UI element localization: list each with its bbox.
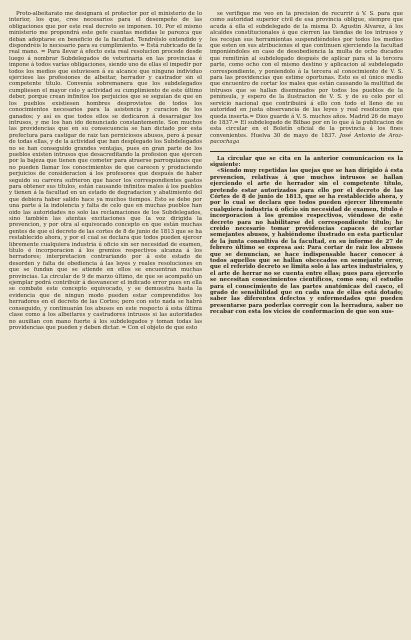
right-paragraph-1-text: se verifique me veo en la precision de recurrir á V. S. para que como autoridad superior civil de esa provincia obligue, siempre que acuda á ella el subdelegado de la misma D. Agustin Alvarez, á los alcaldes constitucionales á que cierren las tiendas de los intrusos y les recojan sus herramientas suspendiéndoles por todos los medios que esten en sus atribuciones el que continuen ejerciendo la facultad imponiéndoles en caso de desobediencia la multa de ocho ducados que remitirán al subdelegado después de aplicar para si la tercera parte, como ocho con el mismo destino y aplicacion al subdelegado correspondiente, y poniendolo á la tercera al conocimiento de V. S. para las providencias que estime oportunas. Esto es el único medio que encuentro de cortar los males que están causando la multitud de intrusos que se hallan diseminados por todos los pueblos de la península, y espero de la ilustracion de V. S. y de su celo por el servicio nacional que contribuirá á ello con todo el lleno de su autoridad en justa observancia de las leyes y real resolucion que queda inserta.= Dios guarde á V. S. muchos años. Madrid 26 de mayo de 1837.= El subdelegado de Bilbao por en lo que á la publicacion de esta circular en el Boletín oficial de la provincia á los fines convenientes. Huelva 30 de mayo de 1837. — [210, 11, 403, 139]
left-paragraph-1: Proto-albeitarato me designará el protector por el ministerio de lo interior, los que, cree necesarios para el desempeño de las obligaciones que por este real decreto se imponen. 10. Por el mismo ministerio me propondrá este gefe cuantas medidas le parezca que deban adoptarse en beneficio de la facultad. Tendréislo entendido y dispondréis lo necesario para su cumplimiento. = Está rubricado de la real mano. = Para llevar á efecto esta real resolucion procede desde luego á nombrar Subdelegados de veterinaria en las provincias é impone á todos varias obligaciones, siendo uno de ellas el impedir por todos los medios que estuviesen á su alcance que ninguno individuo ejerciese las profesiones de albeitar, herrador y castrador sin el competente título. Convenía sobremanera que los subdelegados cumpliesen el mayor celo y actividad su cumplimiento de este último deber, porque crean infinitos los perjuicios que se seguían de que en los pueblos existiesen hombres desprovistos de todos los conocimientos necesarios para la asistencia y curacion de los ganados; y así es que todos ellos se dedicaron á desarraigar los intrusos, y me los han ido denunciado constantemente. Son muchos las providencias que en su consecuencia se han dictado por esta prefectura para castigar de raiz tan perniciosos abusos, pero á pesar de todas ellas, y de la actividad que han desplegado los Subdelegados no se han conseguido grandes ventajas, pues en gran parte de los pueblos existen intrusos que desacreditando la profesion que ejercen por la bajeza que tienen que cometer para atraerse parroquianos que no pueden llamar los conocimientos de que carecen y produciendo perjuicios de consideracion á los profesores que después de haber seguido su carrera sufrieron que hacer los correspondientes gastos para obtener sus títulos, están causando infinitos males á los pueblos y tienen á la facultad en un estado de degradacion y abatimiento del que debiera haber salido hace ya muchos tiempos. Esto se debe por una parte á la indolencia y falta de celo que en muchas pueblos han oido las autoridades no solo las reclamaciones de los Subdelegados, sino también las atentas excitaciones que la voz dirigida la prevencion, y por otra al equivocado concepto en que están muchas gentes de que el decreto de las cortes de 8 de junio de 1813 que se ha restablecido ahora, y por el cual se declara que todos pueden ejercer libremente cualquiera industria ú oficio sin ser necesidad de examen, título é incorporacion á los gremios respectivos alcanza á los herradores; interpretacion contrariando por á este estado de desorden y falta de obediencia á las leyes y reales resoluciones en que se fundan que se atiende en ellos se encuentran muchas provincias. La circular de 9 de marzo último, de que se acompañó un ejemplar podrá contribuir á desvanecer el indicado error pues en ella se combate este concepto equivocado, y se demuestra hasta la evidencia que de ningun modo pueden estar comprendidos los herradores en el decreto de las Cortes; pero con esto nada se habrá conseguido, y continuarán los abusos en este respecto á esta última clase como á los albeitares y castradores intrusos si las autoridades no auxilian con mano fuerte á los subdelegados y toman todas las providencias que pueden y deben dictar. = Con el objeto de que esto — [9, 11, 202, 331]
left-column — [9, 11, 202, 634]
section-divider — [210, 151, 403, 152]
governor-signature: José Antonio de Aroz-pacochaga — [210, 132, 403, 146]
right-paragraph-1 — [210, 11, 403, 146]
right-column — [210, 11, 403, 634]
circular-heading: La circular que se cita en la anterior comunicacion es la siguiente: — [210, 155, 403, 168]
circular-body: «Siendo muy repetidas las quejas que se han dirigido á esta prevencion, relativas á que muchos intrusos se hallan ejerciendo el arte de herrador sin el competente título, pretendo estar autorizados para ello por el decreto de las Córtes de 8 de junio de 1813, que se ha restablecido ahora, y por lo cual se declara que todos pueden ejercer libremente cualquiera industria ú oficio sin necesidad de examen, título é incorporacion á los gremios respectivos, viéndose de este decreto para no habilitarse del correspondiente título; he creido necesario tomar providencias capaces de cortar semejantes abusos, y habiéndome ilustrado en esta particular de la junta consultiva de la facultad, en su informe de 27 de febrero último se expresa así: Para cortar de raiz los abusos que se denuncian, se hace indispensable hacer conocer á todos aquellos que se hallan obcecados en semejante error, que el referido decreto se limita solo á las artes industriales, y el arte de herrar no se cuenta entre ellas; pues para ejercerlo se necesitan conocimientos científicos, como son; el estudio para el conocimiento de las partes anatómicas del casco, el grado de sensibilidad que en cada una de ellas está dotado; saber las diferentes defectos y enfermedades que pueden presentarse para poderlas corregir con la herradura, saber no recabar con esta los vicios de conformacion de que son sus- — [210, 168, 403, 316]
